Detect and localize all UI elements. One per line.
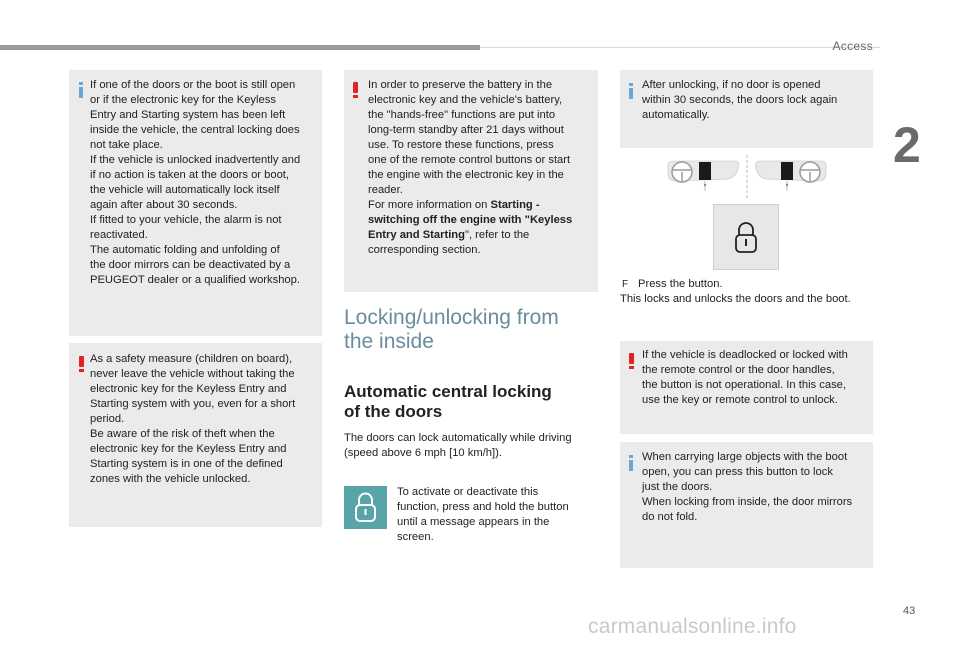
info-box-text: When carrying large objects with the boot open, you can press this button to lock just the doors. When locking from inside, the door mirrors do not fold. <box>642 451 853 523</box>
warning-box-text: In order to preserve the battery in the electronic key and the vehicle's battery, the "hands-free" functions are put into long-term standby after 21 days without use. To restore these functions, press one of the remote control buttons or start the engine with the electronic key in the reader. For more information on Starting - switching off the engine with "Keyless Entry and Starting", refer to the corresponding section. <box>368 79 573 256</box>
press-bullet: F <box>622 279 629 290</box>
central-locking-button-closeup <box>713 204 779 270</box>
activate-text: To activate or deactivate this function, press and hold the button until a message appears in the screen. <box>397 486 569 543</box>
steering-wheel-left-icon <box>668 161 739 191</box>
warning-box-text: If the vehicle is deadlocked or locked with the remote control or the door handles, the button is not operational. In this case, use the key or remote control to unlock. <box>642 349 848 406</box>
padlock-icon <box>714 205 778 269</box>
warning-box-battery <box>344 70 598 292</box>
header-rule <box>0 45 480 50</box>
warning-icon <box>629 353 634 369</box>
warning-icon <box>353 82 358 98</box>
section-title: Access <box>832 39 873 53</box>
info-icon <box>629 83 633 99</box>
locks-unlocks-text: This locks and unlocks the doors and the boot. <box>620 293 851 305</box>
steering-wheel-right-icon <box>756 161 827 191</box>
padlock-icon <box>344 486 387 529</box>
warning-icon <box>79 356 84 372</box>
info-box-large-objects <box>620 442 873 568</box>
info-box-text: After unlocking, if no door is opened within 30 seconds, the doors lock again automatically. <box>642 79 838 121</box>
info-box-central-locking <box>69 70 322 336</box>
chapter-number: 2 <box>893 117 921 173</box>
info-icon <box>629 455 633 471</box>
heading-automatic-central-locking: Automatic central locking of the doors <box>344 382 552 421</box>
press-button-text: Press the button. <box>638 278 723 290</box>
info-icon <box>79 82 83 98</box>
info-box-relock <box>620 70 873 148</box>
central-locking-button-image <box>344 486 387 529</box>
header-rule-light <box>480 47 880 48</box>
page-number: 43 <box>903 605 916 617</box>
heading-locking-unlocking: Locking/unlocking from the inside <box>344 306 559 353</box>
warning-box-safety <box>69 343 322 527</box>
info-box-text: If one of the doors or the boot is still open or if the electronic key for the Keyless Entry and Starting system has been left inside the vehicle, the central locking does not take place. If the vehicle is unlocked inadvertently and if no action is taken at the doors or boot, the vehicle will automatically lock itself again after about 30 seconds. If fitted to your vehicle, the alarm is not reactivated. The automatic folding and unfolding of the door mirrors can be deactivated by a PEUGEOT dealer or a qualified workshop. <box>90 79 301 286</box>
auto-lock-text: The doors can lock automatically while driving (speed above 6 mph [10 km/h]). <box>344 432 572 459</box>
warning-box-text: As a safety measure (children on board), never leave the vehicle without taking the electronic key for the Keyless Entry and Starting system with you, even for a short period. Be aware of the risk of theft when the electronic key for the Keyless Entry and Starting system is in one of the defined zones with the vehicle unlocked. <box>90 353 296 485</box>
watermark: carmanualsonline.info <box>588 615 797 638</box>
dashboard-illustration <box>664 155 830 199</box>
warning-box-deadlock <box>620 341 873 434</box>
